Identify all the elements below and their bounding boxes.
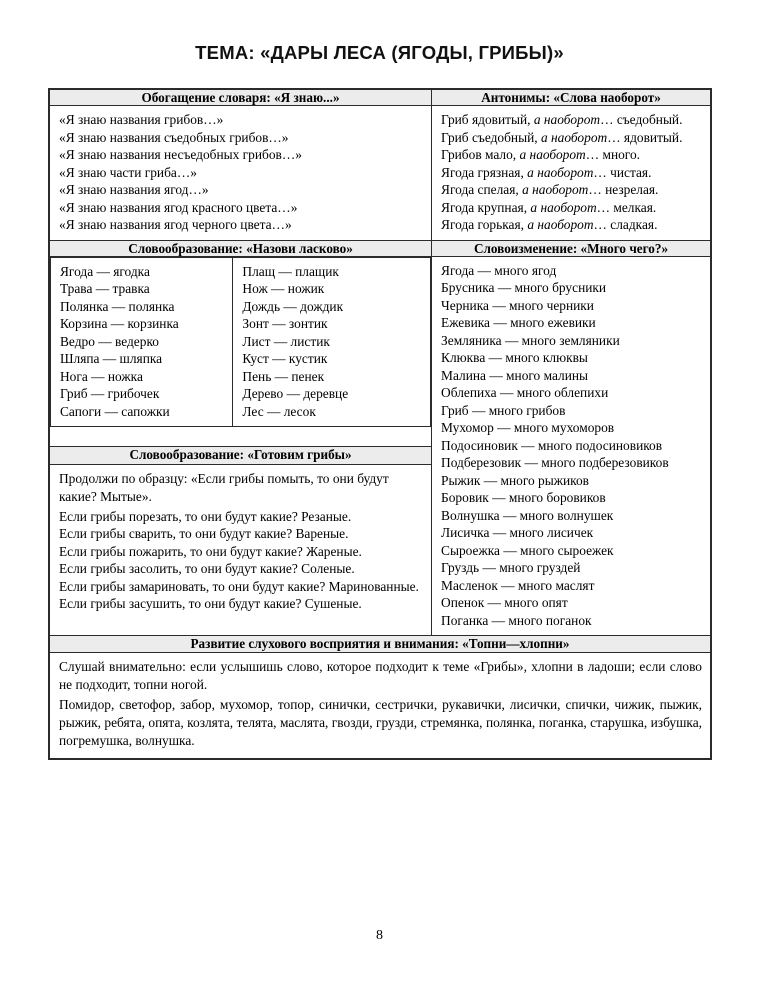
list-item: Подосиновик — много подосиновиков (441, 437, 663, 453)
list-item: «Я знаю названия несъедобных грибов…» (59, 147, 302, 163)
cell-listening (50, 652, 711, 758)
antonym-italic: а наоборот (519, 147, 586, 163)
list-item: Мухомор — много мухоморов (441, 420, 615, 436)
list-item: Корзина — корзинка (60, 316, 179, 332)
list-item: «Я знаю части гриба…» (59, 164, 197, 180)
diminutives-right-list (242, 263, 422, 421)
list-item (441, 199, 702, 217)
list-item: Если грибы засолить, то они будут какие? Соленые. (59, 561, 355, 577)
list-item: Нож — ножик (242, 281, 325, 297)
vocabulary-list (59, 111, 423, 234)
list-item: Черника — много черники (441, 297, 594, 313)
antonym-suffix: … много. (585, 147, 641, 163)
list-item (441, 181, 702, 199)
list-item: «Я знаю названия съедобных грибов…» (59, 129, 289, 145)
antonym-italic: а наоборот (540, 129, 608, 145)
list-item: Дерево — деревце (242, 386, 349, 402)
antonym-prefix: Гриб съедобный, (441, 129, 538, 145)
cell-vocabulary (50, 106, 432, 241)
table-row (51, 257, 431, 427)
list-item: Дождь — дождик (242, 298, 344, 314)
antonym-suffix: … съедобный. (600, 112, 683, 128)
page-number: 8 (376, 928, 383, 943)
list-item: Гриб — много грибов (441, 402, 566, 418)
list-item: Пень — пенек (242, 368, 325, 384)
section-header-diminutives: Словообразование: «Назови ласково» (50, 240, 432, 256)
cell-diminutives-left (51, 257, 233, 427)
cooking-list (59, 508, 423, 613)
cell-plurals (432, 256, 711, 636)
table-row (50, 106, 711, 241)
list-item: Груздь — много груздей (441, 560, 581, 576)
cell-diminutives (50, 256, 432, 446)
list-item: Боровик — много боровиков (441, 490, 606, 506)
list-item: Волнушка — много волнушек (441, 507, 614, 523)
list-item: Если грибы засушить, то они будут какие? Сушеные. (59, 596, 362, 612)
list-item: Лес — лесок (242, 403, 316, 419)
list-item: Малина — много малины (441, 367, 589, 383)
antonyms-list (441, 111, 702, 234)
list-item (441, 111, 702, 129)
list-item: Ягода — много ягод (441, 262, 557, 278)
antonym-suffix: … чистая. (593, 164, 652, 180)
section-header-vocabulary: Обогащение словаря: «Я знаю...» (50, 90, 432, 106)
list-item (441, 164, 702, 182)
antonym-suffix: … ядовитый. (607, 129, 683, 145)
antonym-suffix: … незрелая. (588, 182, 659, 198)
table-row (50, 256, 711, 446)
list-item: «Я знаю названия ягод красного цвета…» (59, 199, 298, 215)
list-item: Поганка — много поганок (441, 612, 592, 628)
diminutives-subgrid (50, 257, 431, 428)
antonym-prefix: Ягода крупная, (441, 199, 528, 215)
cell-cooking (50, 464, 432, 636)
list-item: Земляника — много земляники (441, 332, 620, 348)
antonym-italic: а наоборот (530, 199, 597, 215)
list-item: Лист — листик (242, 333, 330, 349)
antonym-suffix: … сладкая. (593, 217, 658, 233)
list-item: Ведро — ведерко (60, 333, 159, 349)
list-item: Если грибы сварить, то они будут какие? Вареные. (59, 526, 349, 542)
list-item: Лисичка — много лисичек (441, 525, 594, 541)
section-header-plurals: Словоизменение: «Много чего?» (432, 240, 711, 256)
section-header-antonyms: Антонимы: «Слова наоборот» (432, 90, 711, 106)
list-item: «Я знаю названия грибов…» (59, 112, 224, 128)
list-item (441, 129, 702, 147)
diminutives-left-list (60, 263, 224, 421)
list-item: Нога — ножка (60, 368, 143, 384)
antonym-suffix: … мелкая. (596, 199, 657, 215)
list-item: Облепиха — много облепихи (441, 385, 609, 401)
list-item: «Я знаю названия ягод черного цвета…» (59, 217, 292, 233)
list-item: Если грибы порезать, то они будут какие? Резаные. (59, 508, 352, 524)
worksheet-table (48, 88, 712, 760)
section-header-cooking: Словообразование: «Готовим грибы» (50, 446, 432, 464)
list-item: Ежевика — много ежевики (441, 315, 596, 331)
antonym-italic: а наоборот (522, 182, 589, 198)
list-item: Зонт — зонтик (242, 316, 328, 332)
list-item: Если грибы пожарить, то они будут какие? Жареные. (59, 543, 362, 559)
antonym-prefix: Гриб ядовитый, (441, 112, 531, 128)
list-item: Брусника — много брусники (441, 280, 607, 296)
list-item: Если грибы замариновать, то они будут какие? Маринованные. (59, 578, 419, 594)
list-item: Трава — травка (60, 281, 150, 297)
list-item (441, 146, 702, 164)
list-item: Шляпа — шляпка (60, 351, 163, 367)
list-item: Рыжик — много рыжиков (441, 472, 589, 488)
list-item: Куст — кустик (242, 351, 328, 367)
list-item: «Я знаю названия ягод…» (59, 182, 209, 198)
list-item: Подберезовик — много подберезовиков (441, 455, 669, 471)
section-header-listening: Развитие слухового восприятия и внимания: «Топни—хлопни» (50, 636, 711, 652)
cooking-intro: Продолжи по образцу: «Если грибы помыть, то они будут какие? Мытые». (59, 470, 389, 504)
list-item: Ягода — ягодка (60, 263, 150, 279)
table-row (50, 240, 711, 256)
plurals-list (441, 262, 702, 630)
table-row (50, 652, 711, 758)
antonym-italic: а наоборот (533, 112, 601, 128)
list-item: Гриб — грибочек (60, 386, 160, 402)
page-title: ТЕМА: «ДАРЫ ЛЕСА (ЯГОДЫ, ГРИБЫ)» (195, 42, 564, 63)
list-item: Сапоги — сапожки (60, 403, 170, 419)
list-item: Опенок — много опят (441, 595, 568, 611)
cell-antonyms (432, 106, 711, 241)
table-row (50, 636, 711, 652)
cell-diminutives-right (233, 257, 431, 427)
antonym-prefix: Ягода грязная, (441, 164, 524, 180)
antonym-prefix: Ягода спелая, (441, 182, 519, 198)
antonym-italic: а наоборот (527, 217, 594, 233)
table-row (50, 90, 711, 106)
list-item: Полянка — полянка (60, 298, 175, 314)
listening-word-list: Помидор, светофор, забор, мухомор, топор, синички, сестрички, рукавички, лисички, спички, чижик, пыжик, рыжик, ребята, опята, козлята, телята, маслята, гвозди, грузди, стремянка, полянка, поганка, старушка, избушка, погремушка, волнушка. (59, 696, 702, 748)
antonym-prefix: Грибов мало, (441, 147, 517, 163)
list-item: Масленок — много маслят (441, 577, 595, 593)
main-grid (49, 89, 711, 759)
list-item: Клюква — много клюквы (441, 350, 588, 366)
antonym-prefix: Ягода горькая, (441, 217, 524, 233)
list-item: Сыроежка — много сыроежек (441, 542, 614, 558)
list-item: Плащ — плащик (242, 263, 339, 279)
antonym-italic: а наоборот (527, 164, 594, 180)
listening-instruction: Слушай внимательно: если услышишь слово, которое подходит к теме «Грибы», хлопни в ладоши; если слово не подходит, топни ногой. (59, 658, 702, 692)
list-item (441, 216, 702, 234)
